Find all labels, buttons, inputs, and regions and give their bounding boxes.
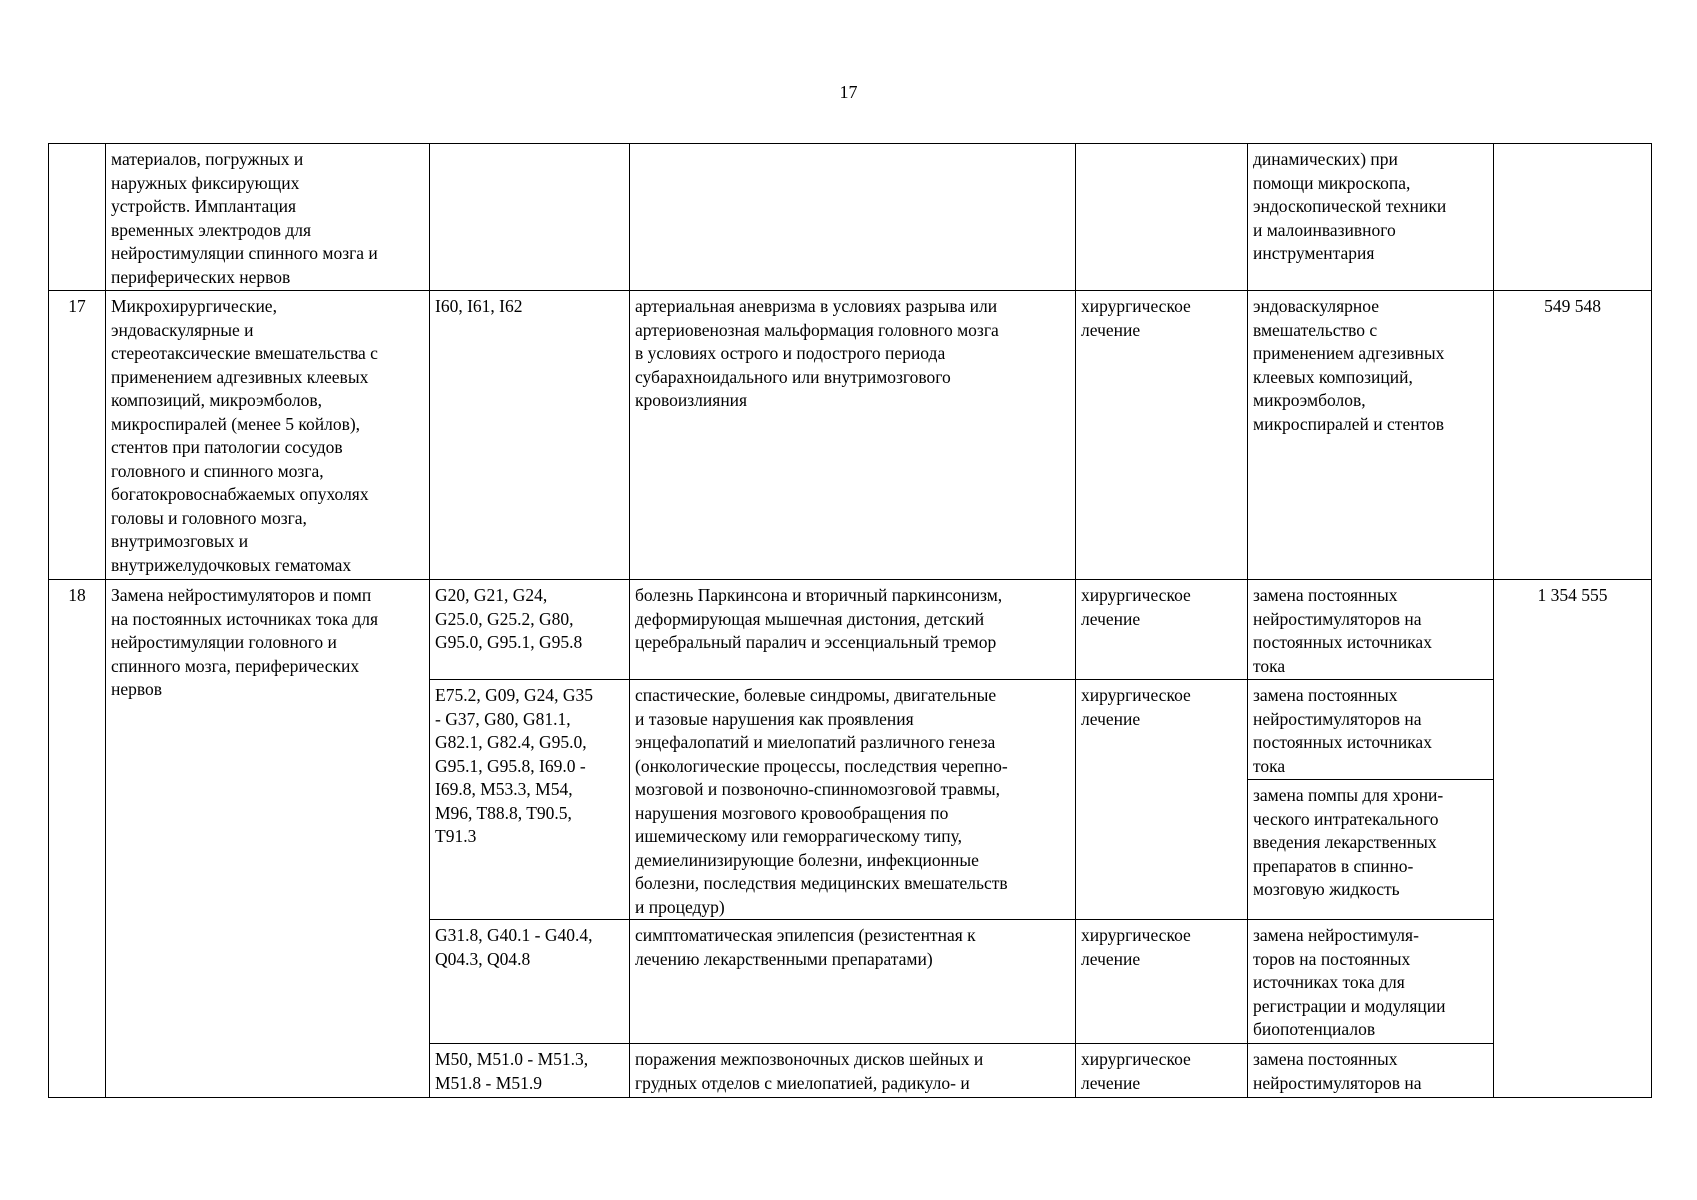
cell-patient-model: спастические, болевые синдромы, двигательные и тазовые нарушения как проявления энцефалопатий и миелопатий различного генеза (онкологические процессы, последствия черепно- мозговой и позвоночно-спинномозговой травмы, нарушения мозгового кровообращения по ишемическому или геморрагическому типу, демиелинизирующие болезни, инфекционные болезни, последствия медицинских вмешательств и процедур) bbox=[630, 680, 1076, 920]
cell-patient-model bbox=[630, 144, 1076, 291]
procedures-table bbox=[48, 143, 1652, 1098]
cell-cost bbox=[1494, 144, 1652, 291]
cell-patient-model: поражения межпозвоночных дисков шейных и грудных отделов с миелопатией, радикуло- и bbox=[630, 1044, 1076, 1098]
table-row-continuation bbox=[49, 144, 1652, 291]
cell-treatment-type: хирургическое лечение bbox=[1076, 920, 1248, 1044]
cell-treatment-method: замена помпы для хрони- ческого интратекального введения лекарственных препаратов в спинно- мозговую жидкость bbox=[1248, 780, 1494, 920]
cell-treatment-method: замена постоянных нейростимуляторов на постоянных источниках тока bbox=[1248, 680, 1494, 780]
cell-icd-codes: I60, I61, I62 bbox=[430, 291, 630, 580]
cell-procedure-name: Микрохирургические, эндоваскулярные и стереотаксические вмешательства с применением адгезивных клеевых композиций, микроэмболов, микроспиралей (менее 5 койлов), стентов при патологии сосудов головного и спинного мозга, богатокровоснабжаемых опухолях головы и головного мозга, внутримозговых и внутрижелудочковых гематомах bbox=[106, 291, 430, 580]
table-row-17 bbox=[49, 291, 1652, 580]
cell-number: 17 bbox=[49, 291, 106, 580]
cell-procedure-name: Замена нейростимуляторов и помп на постоянных источниках тока для нейростимуляции головного и спинного мозга, периферических нервов bbox=[106, 580, 430, 1098]
cell-icd-codes: E75.2, G09, G24, G35 - G37, G80, G81.1, G82.1, G82.4, G95.0, G95.1, G95.8, I69.0 - I69.8, M53.3, M54, M96, T88.8, T90.5, T91.3 bbox=[430, 680, 630, 920]
cell-patient-model: болезнь Паркинсона и вторичный паркинсонизм, деформирующая мышечная дистония, детский церебральный паралич и эссенциальный тремор bbox=[630, 580, 1076, 680]
cell-procedure-name: материалов, погружных и наружных фиксирующих устройств. Имплантация временных электродов для нейростимуляции спинного мозга и периферических нервов bbox=[106, 144, 430, 291]
cell-icd-codes: G31.8, G40.1 - G40.4, Q04.3, Q04.8 bbox=[430, 920, 630, 1044]
cell-treatment-method: замена постоянных нейростимуляторов на постоянных источниках тока bbox=[1248, 580, 1494, 680]
cell-treatment-method: замена постоянных нейростимуляторов на bbox=[1248, 1044, 1494, 1098]
cell-treatment-method: эндоваскулярное вмешательство с применением адгезивных клеевых композиций, микроэмболов, микроспиралей и стентов bbox=[1248, 291, 1494, 580]
cell-cost: 1 354 555 bbox=[1494, 580, 1652, 1098]
cell-number bbox=[49, 144, 106, 291]
cell-treatment-type: хирургическое лечение bbox=[1076, 1044, 1248, 1098]
cell-patient-model: артериальная аневризма в условиях разрыва или артериовенозная мальформация головного мозга в условиях острого и подострого периода субарахноидального или внутримозгового кровоизлияния bbox=[630, 291, 1076, 580]
page-number: 17 bbox=[839, 82, 858, 102]
cell-icd-codes: M50, M51.0 - M51.3, M51.8 - M51.9 bbox=[430, 1044, 630, 1098]
table-row-18 bbox=[49, 580, 1652, 680]
cell-treatment-method: замена нейростимуля- торов на постоянных источниках тока для регистрации и модуляции биопотенциалов bbox=[1248, 920, 1494, 1044]
cell-treatment-type: хирургическое лечение bbox=[1076, 580, 1248, 680]
cell-treatment-type: хирургическое лечение bbox=[1076, 680, 1248, 920]
cell-treatment-type: хирургическое лечение bbox=[1076, 291, 1248, 580]
cell-treatment-type bbox=[1076, 144, 1248, 291]
cell-treatment-method: динамических) при помощи микроскопа, эндоскопической техники и малоинвазивного инструментария bbox=[1248, 144, 1494, 291]
cell-icd-codes bbox=[430, 144, 630, 291]
cell-icd-codes: G20, G21, G24, G25.0, G25.2, G80, G95.0, G95.1, G95.8 bbox=[430, 580, 630, 680]
cell-number: 18 bbox=[49, 580, 106, 1098]
cell-cost: 549 548 bbox=[1494, 291, 1652, 580]
cell-patient-model: симптоматическая эпилепсия (резистентная к лечению лекарственными препаратами) bbox=[630, 920, 1076, 1044]
